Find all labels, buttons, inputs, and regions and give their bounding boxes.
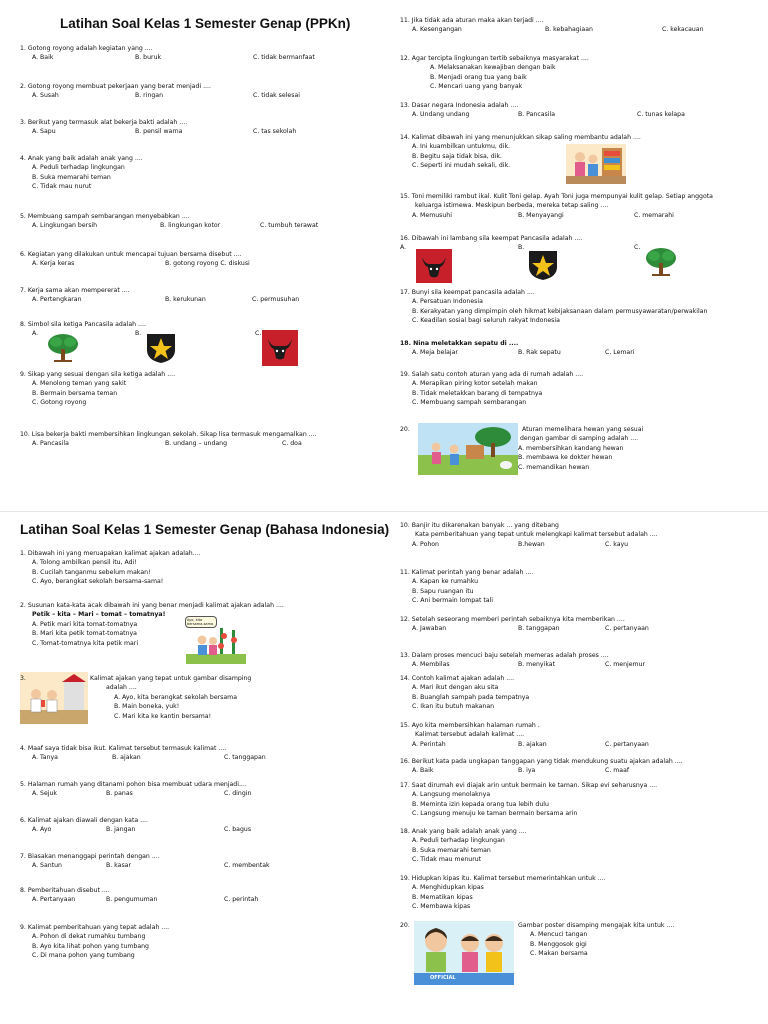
option-a: A. Peduli terhadap lingkungan bbox=[412, 837, 505, 845]
question-stem: 18. Anak yang baik adalah anak yang .... bbox=[400, 828, 527, 835]
question-18 bbox=[400, 339, 635, 358]
option-b: B. Ayo kita lihat pohon yang tumbang bbox=[32, 942, 149, 950]
option-b: B. Meminta izin kepada orang tua lebih dulu bbox=[412, 800, 549, 808]
option-a: A. Langsung menolaknya bbox=[412, 791, 491, 799]
option-c: C. kayu bbox=[605, 540, 629, 548]
option-c: C. Membawa kipas bbox=[412, 903, 471, 911]
question-20-number: 20. bbox=[400, 922, 410, 929]
option-a: A. Ini kuambilkan untukmu, dik. bbox=[412, 143, 510, 151]
bull-head-icon bbox=[262, 330, 298, 366]
scrambled-words: Petik – kita – Mari – tomat – tomatnya! bbox=[32, 611, 166, 619]
option-b: B. Mari kita petik tomat-tomatnya bbox=[32, 630, 137, 638]
option-a: A. Pohon di dekat rumahku tumbang bbox=[32, 933, 146, 941]
option-a: A. membersihkan kandang hewan bbox=[518, 444, 624, 452]
option-c: C. Ani bermain lompat tali bbox=[412, 597, 493, 605]
option-c: C. memandikan hewan bbox=[518, 463, 590, 471]
option-a: A. Pertanyaan bbox=[32, 896, 76, 904]
option-a: A. Meja belajar bbox=[412, 349, 458, 357]
question-stem: 9. Sikap yang sesuai dengan sila ketiga adalah .... bbox=[20, 371, 176, 378]
question-1 bbox=[20, 44, 315, 63]
option-a: A. bbox=[400, 244, 407, 252]
question-stem: Kalimat ajakan yang tepat untuk gambar disamping bbox=[90, 675, 252, 682]
question-stem: 11. Kalimat perintah yang benar adalah .... bbox=[400, 569, 534, 576]
question-17 bbox=[400, 781, 657, 819]
page-title: Latihan Soal Kelas 1 Semester Genap (PPKn) bbox=[60, 16, 351, 31]
question-stem-continued: Kalimat tersebut adalah kalimat .... bbox=[415, 731, 525, 739]
option-c: C. Mencari uang yang banyak bbox=[430, 83, 523, 91]
question-6 bbox=[20, 816, 252, 835]
question-stem-continued: Kata pemberitahuan yang tepat untuk melengkapi kalimat tersebut adalah .... bbox=[415, 531, 658, 539]
option-c: C. memarahi bbox=[634, 211, 674, 219]
option-b: B. Pancasila bbox=[518, 111, 555, 119]
option-b: B. Sapu ruangan itu bbox=[412, 587, 474, 595]
question-4 bbox=[20, 154, 143, 192]
question-stem: 7. Biasakan menanggapi perintah dengan .... bbox=[20, 853, 160, 860]
question-18 bbox=[400, 827, 527, 865]
option-a: A. Pancasila bbox=[32, 440, 69, 448]
option-c: C. Seperti ini mudah sekali, dik. bbox=[412, 162, 511, 170]
question-stem: 10. Banjir itu dikarenakan banyak ... yang ditebang bbox=[400, 522, 559, 529]
question-stem: 19. Hidupkan kipas itu. Kalimat tersebut memerintahkan untuk .... bbox=[400, 875, 606, 882]
question-stem-continued: keluarga istimewa. Meskipun berbeda, mereka tetap saling .... bbox=[415, 202, 609, 210]
banyan-tree-icon bbox=[46, 332, 80, 364]
question-6 bbox=[20, 250, 250, 269]
option-c: C. doa bbox=[282, 440, 302, 448]
option-c: C. membentak bbox=[224, 862, 270, 870]
option-a: A. Susah bbox=[32, 92, 59, 100]
option-b-c: B. gotong royong C. diskusi bbox=[165, 260, 250, 268]
option-b: B. tanggapan bbox=[518, 625, 560, 633]
option-c: C. Langsung menuju ke taman bermain bersama arin bbox=[412, 810, 578, 818]
question-5 bbox=[20, 780, 252, 799]
star-shield-icon bbox=[527, 249, 559, 281]
option-b: B. jangan bbox=[106, 826, 136, 834]
option-c: C. dingin bbox=[224, 790, 252, 798]
option-b: B. bbox=[518, 244, 525, 252]
option-b: B. Cucilah tanganmu sebelum makan! bbox=[32, 568, 151, 576]
question-stem: 12. Agar tercipta lingkungan tertib sebaiknya masyarakat .... bbox=[400, 55, 589, 62]
question-stem: 13. Dalam proses mencuci baju setelah memeras adalah proses .... bbox=[400, 652, 609, 659]
question-stem: 17. Bunyi sila keempat pancasila adalah .... bbox=[400, 289, 535, 296]
option-b: B. Menyayangi bbox=[518, 211, 564, 219]
option-c: C. kekacauan bbox=[662, 26, 704, 34]
option-b: B.hewan bbox=[518, 540, 545, 548]
option-a: A. bbox=[32, 330, 39, 338]
question-19 bbox=[400, 370, 583, 408]
option-c: C. Lemari bbox=[605, 349, 635, 357]
option-b: B. Main boneka, yuk! bbox=[114, 703, 180, 711]
option-a: A. Peduli terhadap lingkungan bbox=[32, 164, 125, 172]
option-c: C. Di mana pohon yang tumbang bbox=[32, 952, 135, 960]
question-stem: 5. Halaman rumah yang ditanami pohon bisa membuat udara menjadi.... bbox=[20, 781, 247, 788]
option-b: B. Mematikan kipas bbox=[412, 893, 473, 901]
option-b: B. Suka memarahi teman bbox=[32, 173, 111, 181]
question-20 bbox=[518, 921, 674, 959]
option-b: B. iya bbox=[518, 767, 536, 775]
option-c: C. Tidak mau nurut bbox=[32, 183, 92, 191]
question-stem: 15. Ayo kita membersihkan halaman rumah . bbox=[400, 722, 540, 729]
question-stem: Gambar poster disamping mengajak kita untuk .... bbox=[518, 922, 675, 929]
question-stem: 11. Jika tidak ada aturan maka akan terjadi .... bbox=[400, 17, 544, 24]
question-stem: 5. Membuang sampah sembarangan menyebabkan .... bbox=[20, 213, 190, 220]
question-stem: 10. Lisa bekerja bakti membersihkan lingkungan sekolah. Sikap lisa termasuk mengamalkan .... bbox=[20, 431, 317, 438]
question-stem: 19. Salah satu contoh aturan yang ada di rumah adalah .... bbox=[400, 371, 584, 378]
option-c: C. tumbuh terawat bbox=[260, 222, 319, 230]
question-stem: 16. Berikut kata pada ungkapan tanggapan yang tidak mendukung suatu ajakan adalah .... bbox=[400, 758, 683, 765]
option-a: A. Ayo bbox=[32, 826, 52, 834]
children-caring-pets-illustration bbox=[418, 423, 518, 475]
option-a: A. Sejuk bbox=[32, 790, 58, 798]
option-a: A. Memusuhi bbox=[412, 211, 452, 219]
option-c: C. permusuhan bbox=[252, 296, 300, 304]
question-stem: 6. Kegiatan yang dilakukan untuk mencapai tujuan bersama disebut .... bbox=[20, 251, 242, 258]
option-a: A. Ayo, kita berangkat sekolah bersama bbox=[114, 693, 238, 701]
question-2 bbox=[20, 82, 300, 101]
option-a: A. Mencuci tangan bbox=[530, 931, 588, 939]
question-stem-continued: dengan gambar di samping adalah .... bbox=[520, 435, 639, 443]
question-3 bbox=[90, 674, 251, 721]
handwashing-poster-illustration bbox=[414, 921, 514, 985]
question-1 bbox=[20, 549, 201, 587]
question-9 bbox=[20, 923, 169, 961]
option-c: C. Mari kita ke kantin bersama! bbox=[114, 712, 212, 720]
bull-head-icon bbox=[416, 249, 452, 283]
option-b: B. Tidak meletakkan barang di tempatnya bbox=[412, 389, 543, 397]
option-c: C. Tidak mau menurut bbox=[412, 856, 482, 864]
question-3 bbox=[20, 118, 297, 137]
question-stem: 3. Berikut yang termasuk alat bekerja bakti adalah .... bbox=[20, 119, 188, 126]
option-b: B. Bermain bersama teman bbox=[32, 389, 118, 397]
question-stem: 8. Simbol sila ketiga Pancasila adalah .... bbox=[20, 321, 146, 328]
option-a: A. Menolong teman yang sakit bbox=[32, 380, 127, 388]
question-stem: 1. Dibawah ini yang meruapakan kalimat ajakan adalah.... bbox=[20, 550, 201, 557]
option-b: B. ringan bbox=[135, 92, 164, 100]
question-stem: 13. Dasar negara Indonesia adalah .... bbox=[400, 102, 519, 109]
option-b: B. bbox=[135, 330, 142, 338]
option-c: C. bbox=[634, 244, 641, 252]
option-c: C. pertanyaan bbox=[605, 625, 649, 633]
option-b: B. menyikat bbox=[518, 661, 556, 669]
option-a: A. Kesengangan bbox=[412, 26, 462, 34]
option-a: A. Petik mari kita tomat-tomatnya bbox=[32, 620, 138, 628]
option-b: B. pengumuman bbox=[106, 896, 158, 904]
option-b: B. kasar bbox=[106, 862, 132, 870]
option-c: C. Ikan itu butuh makanan bbox=[412, 703, 495, 711]
question-stem: 1. Gotong royong adalah kegiatan yang .... bbox=[20, 45, 153, 52]
option-a: A. Pohon bbox=[412, 540, 439, 548]
option-c: C. Ayo, berangkat sekolah bersama-sama! bbox=[32, 578, 164, 586]
option-a: A. Undang undang bbox=[412, 111, 470, 119]
question-stem: 15. Toni memiliki rambut ikal. Kulit Toni gelap. Ayah Toni juga mempunyai kulit gelap. Setiap anggota bbox=[400, 193, 713, 200]
option-a: A. Perintah bbox=[412, 740, 446, 748]
option-a: A. Baik bbox=[412, 767, 434, 775]
question-stem: 14. Contoh kalimat ajakan adalah .... bbox=[400, 675, 515, 682]
option-b: B. ajakan bbox=[518, 740, 547, 748]
option-a: A. Mari ikut dengan aku sita bbox=[412, 684, 499, 692]
option-a: A. Kapan ke rumahku bbox=[412, 578, 479, 586]
question-stem: 14. Kalimat dibawah ini yang menunjukkan sikap saling membantu adalah .... bbox=[400, 134, 641, 141]
question-15 bbox=[400, 192, 713, 220]
question-13 bbox=[400, 101, 685, 120]
question-10 bbox=[20, 430, 317, 449]
question-stem: 7. Kerja sama akan mempererat .... bbox=[20, 287, 130, 294]
question-17 bbox=[400, 288, 707, 326]
question-15 bbox=[400, 721, 649, 749]
question-10 bbox=[400, 521, 658, 549]
option-b: B. Begitu saja tidak bisa, dik. bbox=[412, 152, 502, 160]
option-c: C. Tomat-tomatnya kita petik mari bbox=[32, 639, 139, 647]
option-c: C. tunas kelapa bbox=[637, 111, 685, 119]
option-a: A. Membilas bbox=[412, 661, 450, 669]
question-stem: 2. Gotong royong membuat pekerjaan yang berat menjadi .... bbox=[20, 83, 211, 90]
question-8 bbox=[20, 320, 262, 339]
question-stem: 6. Kalimat ajakan diawali dengan kata .... bbox=[20, 817, 148, 824]
question-4 bbox=[20, 744, 266, 763]
bindo-worksheet bbox=[0, 512, 768, 1024]
question-20-number: 20. bbox=[400, 426, 410, 433]
option-c: C. tidak bermanfaat bbox=[253, 54, 315, 62]
option-b: B. pensil warna bbox=[135, 128, 183, 136]
question-stem: 4. Maaf saya tidak bisa ikut. Kalimat tersebut termasuk kalimat .... bbox=[20, 745, 227, 752]
option-a: A. Lingkungan bersih bbox=[32, 222, 98, 230]
page-title: Latihan Soal Kelas 1 Semester Genap (Bahasa Indonesia) bbox=[20, 522, 390, 537]
option-a: A. Baik bbox=[32, 54, 54, 62]
question-3-number: 3. bbox=[20, 675, 26, 682]
option-b: B. kebahagiaan bbox=[545, 26, 593, 34]
option-b: B. ajakan bbox=[112, 754, 141, 762]
option-a: A. Persatuan Indonesia bbox=[412, 298, 483, 306]
option-c: C. tanggapan bbox=[224, 754, 266, 762]
question-11 bbox=[400, 16, 704, 35]
option-a: A. Jawaban bbox=[412, 625, 447, 633]
option-a: A. Merapikan piring kotor setelah makan bbox=[412, 380, 538, 388]
question-14 bbox=[400, 674, 529, 712]
option-b: B. Kerakyatan yang dimpimpin oleh hikmat kebijaksanaan dalam permusyawaratan/perwakilan bbox=[412, 307, 708, 315]
children-helping-illustration bbox=[566, 144, 626, 184]
question-stem: 12. Setelah seseorang memberi perintah sebaiknya kita memberikan .... bbox=[400, 616, 625, 623]
option-b: B. Menggosok gigi bbox=[530, 940, 587, 948]
option-c: C. Makan bersama bbox=[530, 950, 588, 958]
option-b: B. panas bbox=[106, 790, 133, 798]
option-b: B. Suka memarahi teman bbox=[412, 846, 491, 854]
question-stem: 17. Saat dirumah evi diajak arin untuk bermain ke taman. Sikap evi seharusnya .... bbox=[400, 782, 658, 789]
option-c: C. tidak selesai bbox=[253, 92, 300, 100]
question-stem: 8. Pemberitahuan disebut .... bbox=[20, 887, 110, 894]
option-c: C. pertanyaan bbox=[605, 740, 649, 748]
option-b: B. kerukunan bbox=[165, 296, 206, 304]
option-c: C. bbox=[255, 330, 262, 338]
option-c: C. Membuang sampah sembarangan bbox=[412, 399, 527, 407]
option-a: A. Tolong ambilkan pensil itu, Adi! bbox=[32, 559, 137, 567]
option-c: C. maaf bbox=[605, 767, 630, 775]
question-11 bbox=[400, 568, 533, 606]
question-12 bbox=[400, 615, 649, 634]
option-a: A. Sapu bbox=[32, 128, 56, 136]
question-stem: 16. Dibawah ini lambang sila keempat Pancasila adalah .... bbox=[400, 235, 583, 242]
option-a: A. Tanya bbox=[32, 754, 58, 762]
option-c: C. Keadilan sosial bagi seluruh rakyat Indonesia bbox=[412, 317, 560, 325]
question-13 bbox=[400, 651, 646, 670]
poster-caption: OFFICIAL bbox=[430, 975, 456, 981]
option-a: A. Santun bbox=[32, 862, 62, 870]
option-a: A. Melaksanakan kewajiban dengan baik bbox=[430, 64, 556, 72]
question-7 bbox=[20, 852, 270, 871]
option-b: B. Menjadi orang tua yang baik bbox=[430, 73, 527, 81]
question-12 bbox=[400, 54, 589, 92]
option-b: B. membawa ke dokter hewan bbox=[518, 454, 613, 462]
option-b: B. buruk bbox=[135, 54, 162, 62]
option-b: B. Buanglah sampah pada tempatnya bbox=[412, 693, 530, 701]
question-19 bbox=[400, 874, 606, 912]
question-stem: 2. Susunan kata-kata acak dibawah ini yang benar menjadi kalimat ajakan adalah .... bbox=[20, 602, 284, 609]
question-stem: 9. Kalimat pemberitahuan yang tepat adalah .... bbox=[20, 924, 170, 931]
star-shield-icon bbox=[145, 332, 177, 364]
option-c: C. menjemur bbox=[605, 661, 646, 669]
option-c: C. perintah bbox=[224, 896, 259, 904]
question-stem: 18. Nina meletakkan sepatu di .... bbox=[400, 340, 519, 347]
speech-bubble: Ayo, kita bersama-sama bbox=[185, 616, 217, 628]
question-stem: Aturan memelihara hewan yang sesuai bbox=[522, 426, 644, 433]
option-b: B. undang – undang bbox=[165, 440, 228, 448]
question-7 bbox=[20, 286, 300, 305]
question-8 bbox=[20, 886, 259, 905]
option-c: C. Gotong royong bbox=[32, 399, 87, 407]
option-c: C. bagus bbox=[224, 826, 252, 834]
option-a: A. Pertengkaran bbox=[32, 296, 82, 304]
option-c: C. tas sekolah bbox=[253, 128, 297, 136]
option-a: A. Kerja keras bbox=[32, 260, 75, 268]
question-16 bbox=[400, 757, 683, 776]
question-stem: 4. Anak yang baik adalah anak yang .... bbox=[20, 155, 143, 162]
question-20 bbox=[518, 425, 644, 472]
question-5 bbox=[20, 212, 319, 231]
banyan-tree-icon bbox=[644, 246, 678, 278]
question-stem-continued: adalah .... bbox=[106, 684, 137, 692]
question-9 bbox=[20, 370, 175, 408]
children-going-to-school-illustration bbox=[20, 672, 88, 724]
option-b: B. lingkungan kotor bbox=[160, 222, 221, 230]
option-a: A. Menghidupkan kipas bbox=[412, 884, 484, 892]
option-b: B. Rak sepatu bbox=[518, 349, 561, 357]
